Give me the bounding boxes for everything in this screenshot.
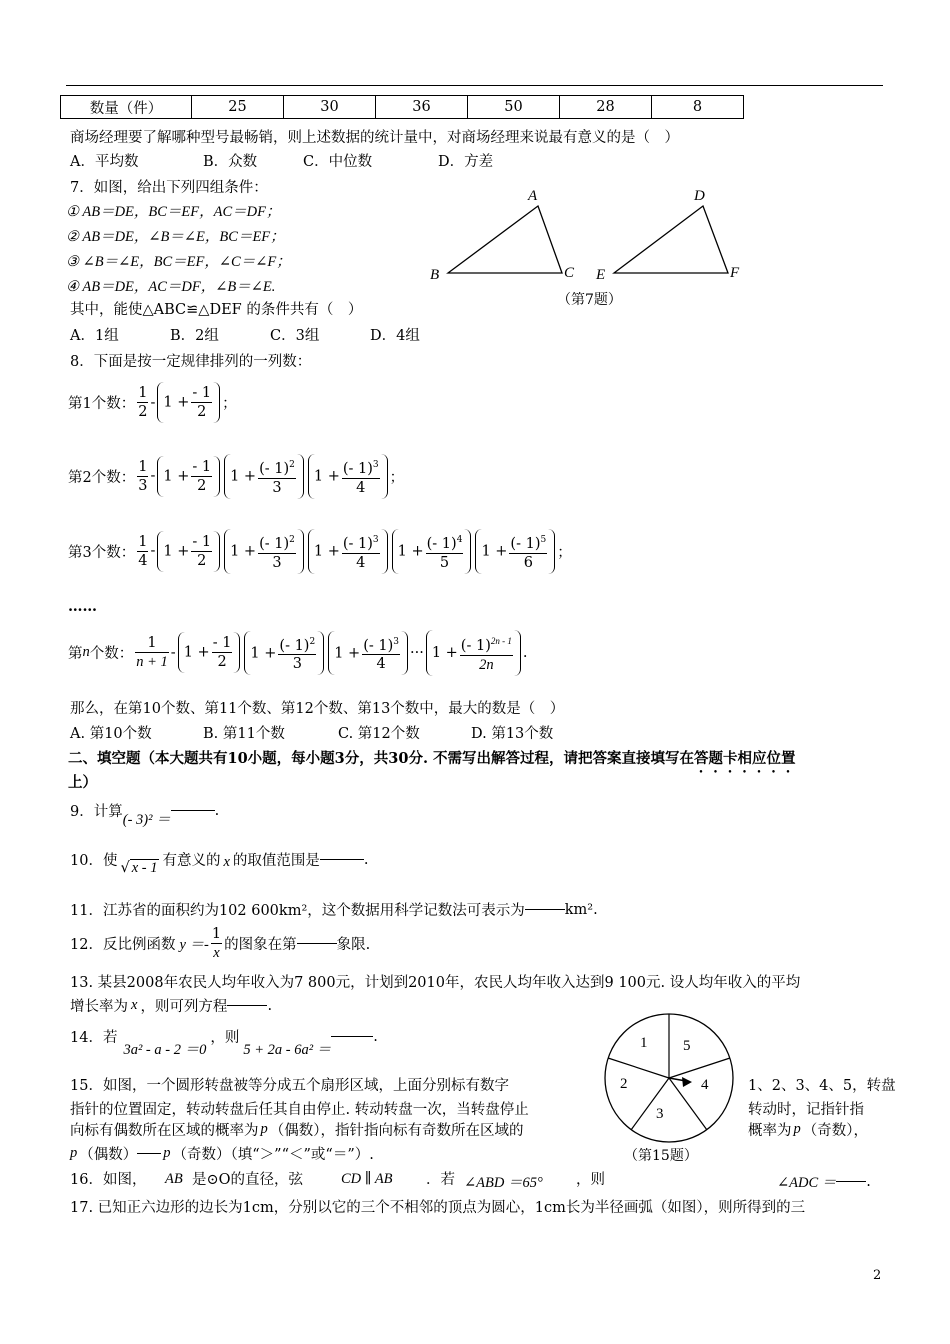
q16-cd-parallel: CD ∥ AB <box>341 1171 393 1187</box>
q7-option-c: C．3组 <box>270 328 320 344</box>
q8-term-n <box>68 630 527 676</box>
denominator: 2 <box>197 404 207 420</box>
q14 <box>70 1026 378 1058</box>
one-plus: 1 + <box>163 543 190 560</box>
header-rule <box>66 85 883 86</box>
sector-divider <box>608 1058 669 1078</box>
denominator: 4 <box>138 552 148 569</box>
denominator: 2 <box>197 477 207 494</box>
q7-triangle-figure <box>420 180 760 310</box>
denominator: 5 <box>439 554 450 571</box>
one-plus: 1 + <box>334 644 361 661</box>
q9-pre: 9．计算 <box>70 804 123 820</box>
numerator: 1 <box>135 634 169 653</box>
exponent: 3 <box>372 460 379 470</box>
exponent: 5 <box>540 535 547 545</box>
section-2-emphasis: 答题卡相应位置 <box>694 750 796 767</box>
label-c: C <box>564 265 575 281</box>
minus-sign: - <box>150 468 156 485</box>
denominator: 2 <box>197 552 207 569</box>
minus-one: (- 1) <box>342 535 373 552</box>
q15-line-2: 指针的位置固定，转动转盘后任其自由停止. 转动转盘一次，当转盘停止 <box>70 1102 529 1118</box>
q15-line3-right-text-b: （奇数）， <box>802 1123 868 1139</box>
q7-ask: 其中，能使△ABC≌△DEF 的条件共有（ ） <box>70 302 363 318</box>
numerator: - 1 <box>192 533 212 550</box>
denominator: 2 <box>217 654 227 671</box>
denominator: n + 1 <box>136 654 168 671</box>
q9 <box>70 800 220 828</box>
section-2-title <box>68 747 796 776</box>
minus-sign: - <box>170 644 176 661</box>
q12-post: 的图象在第 <box>224 937 297 953</box>
table-cell: 28 <box>560 96 652 119</box>
denominator: 3 <box>138 477 148 494</box>
q15-line-1: 15．如图，一个圆形转盘被等分成五个扇形区域，上面分别标有数字 <box>70 1078 509 1094</box>
q15-line-3-right <box>748 1119 868 1140</box>
q7-cond-2: ② AB＝DE，∠B＝∠E，BC＝EF； <box>66 229 285 245</box>
answer-blank[interactable] <box>525 909 565 910</box>
sector-label: 2 <box>620 1076 628 1092</box>
q15-caption: （第15题） <box>624 1148 698 1164</box>
page-number: 2 <box>873 1268 882 1283</box>
one-plus: 1 + <box>481 543 508 560</box>
q7-cond-1: ① AB＝DE，BC＝EF，AC＝DF； <box>66 204 281 220</box>
answer-blank[interactable] <box>227 1005 267 1006</box>
exponent: 2 <box>309 636 316 647</box>
q16-pre: 16．如图， <box>70 1172 147 1188</box>
q15-line-1-right: 1、2、3、4、5，转盘 <box>748 1078 896 1094</box>
q15-spinner-figure <box>600 1000 750 1170</box>
q8-option-c: C. 第12个数 <box>338 726 420 742</box>
q16-answer <box>777 1171 871 1192</box>
denominator: 2 <box>138 404 148 420</box>
label-e: E <box>596 267 606 283</box>
answer-blank[interactable] <box>171 810 215 811</box>
exponent: 2 <box>289 535 295 545</box>
numerator: 1 <box>138 385 148 401</box>
table-cell: 25 <box>192 96 284 119</box>
table-cell: 30 <box>284 96 376 119</box>
denominator: 3 <box>272 479 282 496</box>
q10-pre: 10．使 <box>70 853 118 869</box>
q10-mid: 有意义的 <box>162 853 221 869</box>
label-a: A <box>528 188 538 204</box>
q8-term-n-var: n <box>82 644 90 661</box>
q10-end: . <box>363 851 369 868</box>
p-symbol: p <box>163 1145 171 1161</box>
answer-blank[interactable] <box>320 859 364 860</box>
label-d: D <box>694 188 705 204</box>
q15-line-3 <box>70 1119 524 1140</box>
triangle-def <box>614 206 728 273</box>
minus-one: (- 1) <box>363 637 394 654</box>
q7-stem: 7．如图，给出下列四组条件： <box>70 180 268 196</box>
table-cell: 8 <box>652 96 744 119</box>
q14-equation-1: 3a² - a - 2 ＝0 <box>123 1042 207 1058</box>
minus-one: (- 1) <box>510 535 541 552</box>
minus-one: (- 1) <box>279 637 310 654</box>
q15-line4-text-b: （奇数）（填“＞”“＜”或“＝”）. <box>172 1147 374 1163</box>
one-plus: 1 + <box>397 543 424 560</box>
exponent: 3 <box>393 636 399 647</box>
q7-option-a: A．1组 <box>70 328 119 344</box>
q8-term-3 <box>68 529 572 574</box>
minus-one: (- 1) <box>259 460 290 477</box>
exponent: 2 <box>289 460 295 470</box>
q14-end: . <box>373 1028 378 1045</box>
minus-sign: - <box>150 394 156 411</box>
answer-blank[interactable] <box>331 1036 373 1037</box>
exponent: 2n - 1 <box>490 636 512 646</box>
q14-mid: ，则 <box>210 1030 240 1046</box>
answer-blank[interactable] <box>836 1181 866 1182</box>
q11-post: km². <box>564 901 598 918</box>
q13-line-1: 13. 某县2008年农民人均年收入为7 800元，计划到2010年，农民人均年收入达到9 100元. 设人均年收入的平均 <box>70 975 801 991</box>
q7-cond-3: ③ ∠B＝∠E，BC＝EF，∠C＝∠F； <box>66 254 291 270</box>
q15-line-4 <box>70 1143 374 1164</box>
section-2-title-text: 二、填空题（本大题共有10小题，每小题3分，共30分. 不需写出解答过程，请把答案直接填写在 <box>68 750 695 767</box>
q8-ellipsis: …… <box>68 598 97 615</box>
one-plus: 1 + <box>250 644 277 661</box>
minus-one: (- 1) <box>342 460 373 477</box>
cdots: ··· <box>409 644 424 661</box>
denominator: 3 <box>292 656 302 673</box>
q14-equation-2: 5 + 2a - 6a² ＝ <box>243 1042 332 1058</box>
p-symbol: p <box>793 1121 801 1137</box>
answer-blank[interactable] <box>297 943 337 944</box>
denominator: 4 <box>356 479 366 496</box>
one-plus: 1 + <box>163 468 190 485</box>
numerator: - 1 <box>192 458 212 475</box>
q13-var: x <box>131 997 138 1013</box>
q8-option-d: D. 第13个数 <box>471 726 554 742</box>
one-plus: 1 + <box>313 543 340 560</box>
q8-term-1 <box>68 382 237 423</box>
q16-angle-adc: ∠ADC ＝ <box>777 1175 837 1191</box>
q13-line2-post: ，则可列方程 <box>140 999 228 1015</box>
q16-ab: AB <box>165 1171 183 1187</box>
sector-divider <box>669 1058 730 1078</box>
q8-term-1-label: 第1个数： <box>68 396 136 412</box>
q8-term-n-pre: 第 <box>68 646 83 663</box>
q10 <box>70 849 369 876</box>
triangle-abc <box>448 206 562 273</box>
table-row <box>61 96 744 119</box>
q8-term-3-label: 第3个数： <box>68 544 136 561</box>
minus-one: (- 1) <box>259 535 290 552</box>
table-cell: 50 <box>468 96 560 119</box>
q11 <box>70 899 598 920</box>
semicolon: ； <box>557 544 572 561</box>
q6-option-b: B．众数 <box>203 154 258 170</box>
q8-term-2-label: 第2个数： <box>68 469 136 486</box>
denominator: 4 <box>356 554 366 571</box>
q8-term-n-post: 个数： <box>89 646 134 663</box>
q7-option-b: B．2组 <box>170 328 219 344</box>
quantity-table <box>60 95 744 119</box>
numerator: - 1 <box>212 635 232 652</box>
q15-line3-right-text: 概率为 <box>748 1123 792 1139</box>
q8-stem: 8．下面是按一定规律排列的一列数： <box>70 354 312 370</box>
exponent: 4 <box>456 535 463 545</box>
q8-ask: 那么，在第10个数、第11个数、第12个数、第13个数中，最大的数是（ ） <box>70 701 565 717</box>
q16-text: 是⊙O的直径，弦 <box>192 1172 304 1188</box>
q7-caption: （第7题） <box>557 292 622 308</box>
q8-option-b: B. 第11个数 <box>203 726 285 742</box>
answer-blank[interactable] <box>137 1153 161 1154</box>
q15-line-2-right: 转动时，记指针指 <box>748 1102 864 1118</box>
p-symbol: p <box>260 1121 268 1137</box>
denominator: x <box>213 945 220 961</box>
section-2-title-end: 上） <box>68 774 97 791</box>
q17-text: 17. 已知正六边形的边长为1cm，分别以它的三个不相邻的顶点为圆心，1cm长为半径画弧（如图），则所得到的三 <box>70 1200 806 1216</box>
label-f: F <box>730 265 740 281</box>
sector-label: 4 <box>701 1077 709 1093</box>
q11-pre: 11．江苏省的面积约为102 600km²，这个数据用科学记数法可表示为 <box>70 903 525 919</box>
p-symbol: p <box>70 1145 78 1161</box>
sector-label: 3 <box>656 1106 664 1122</box>
pointer-arrow-icon <box>682 1077 692 1087</box>
q9-post: . <box>214 802 220 819</box>
q16-angle-abd: ∠ABD ＝65° <box>464 1175 543 1191</box>
one-plus: 1 + <box>183 644 210 661</box>
q15-line3-text-b: （偶数），指针指向标有奇数所在区域的 <box>269 1123 524 1139</box>
semicolon: ； <box>222 396 237 412</box>
sector-label: 5 <box>683 1038 691 1054</box>
one-plus: 1 + <box>230 543 257 560</box>
q7-cond-4: ④ AB＝DE，AC＝DF，∠B＝∠E. <box>66 279 276 295</box>
q16-end: . <box>866 1173 871 1190</box>
semicolon: ； <box>389 469 405 486</box>
one-plus: 1 + <box>163 394 190 411</box>
q6-option-d: D．方差 <box>438 154 494 170</box>
q13-line2-pre: 增长率为 <box>70 999 128 1015</box>
q13-end: . <box>267 997 273 1014</box>
sector-label: 1 <box>640 1035 648 1051</box>
label-b: B <box>430 267 440 283</box>
q10-post: 的取值范围是 <box>232 853 320 869</box>
q13-line-2 <box>70 995 272 1016</box>
q15-line4-text-a: （偶数） <box>79 1147 138 1163</box>
q6-option-c: C．中位数 <box>303 154 373 170</box>
q10-var: x <box>223 854 230 870</box>
one-plus: 1 + <box>313 468 340 485</box>
denominator: 2n <box>479 656 494 673</box>
q12-end: 象限. <box>336 937 371 953</box>
q9-expression: (- 3)² ＝ <box>122 812 171 828</box>
numerator: 1 <box>211 926 222 942</box>
radicand: x - 1 <box>131 860 158 876</box>
minus-one: (- 1) <box>460 637 491 654</box>
q6-stem: 商场经理要了解哪种型号最畅销，则上述数据的统计量中，对商场经理来说最有意义的是（ ） <box>70 130 679 146</box>
q14-pre: 14．若 <box>70 1030 118 1046</box>
q12-pre: 12．反比例函数 <box>70 937 176 953</box>
q16-if: ．若 <box>426 1172 455 1188</box>
sector-divider <box>631 1078 669 1130</box>
sqrt-expression: √ x - 1 <box>120 860 158 876</box>
q16-then: ，则 <box>576 1172 605 1188</box>
numerator: 1 <box>138 458 148 475</box>
exponent: 3 <box>372 535 379 545</box>
minus-one: (- 1) <box>426 535 457 552</box>
q12-y: y ＝- <box>179 937 209 953</box>
q8-option-a: A. 第10个数 <box>70 726 152 742</box>
numerator: 1 <box>138 533 148 550</box>
one-plus: 1 + <box>431 644 458 661</box>
minus-sign: - <box>150 543 156 560</box>
period: . <box>522 644 528 661</box>
q8-term-2 <box>68 454 404 499</box>
one-plus: 1 + <box>230 468 257 485</box>
denominator: 6 <box>523 554 533 571</box>
table-header-cell: 数量（件） <box>61 96 192 119</box>
numerator: - 1 <box>192 385 212 401</box>
q12 <box>70 925 370 962</box>
q6-option-a: A．平均数 <box>70 154 139 170</box>
table-cell: 36 <box>376 96 468 119</box>
denominator: 3 <box>272 554 282 571</box>
q7-option-d: D．4组 <box>370 328 420 344</box>
q15-line3-text: 向标有偶数所在区域的概率为 <box>70 1123 259 1139</box>
denominator: 4 <box>376 656 386 673</box>
